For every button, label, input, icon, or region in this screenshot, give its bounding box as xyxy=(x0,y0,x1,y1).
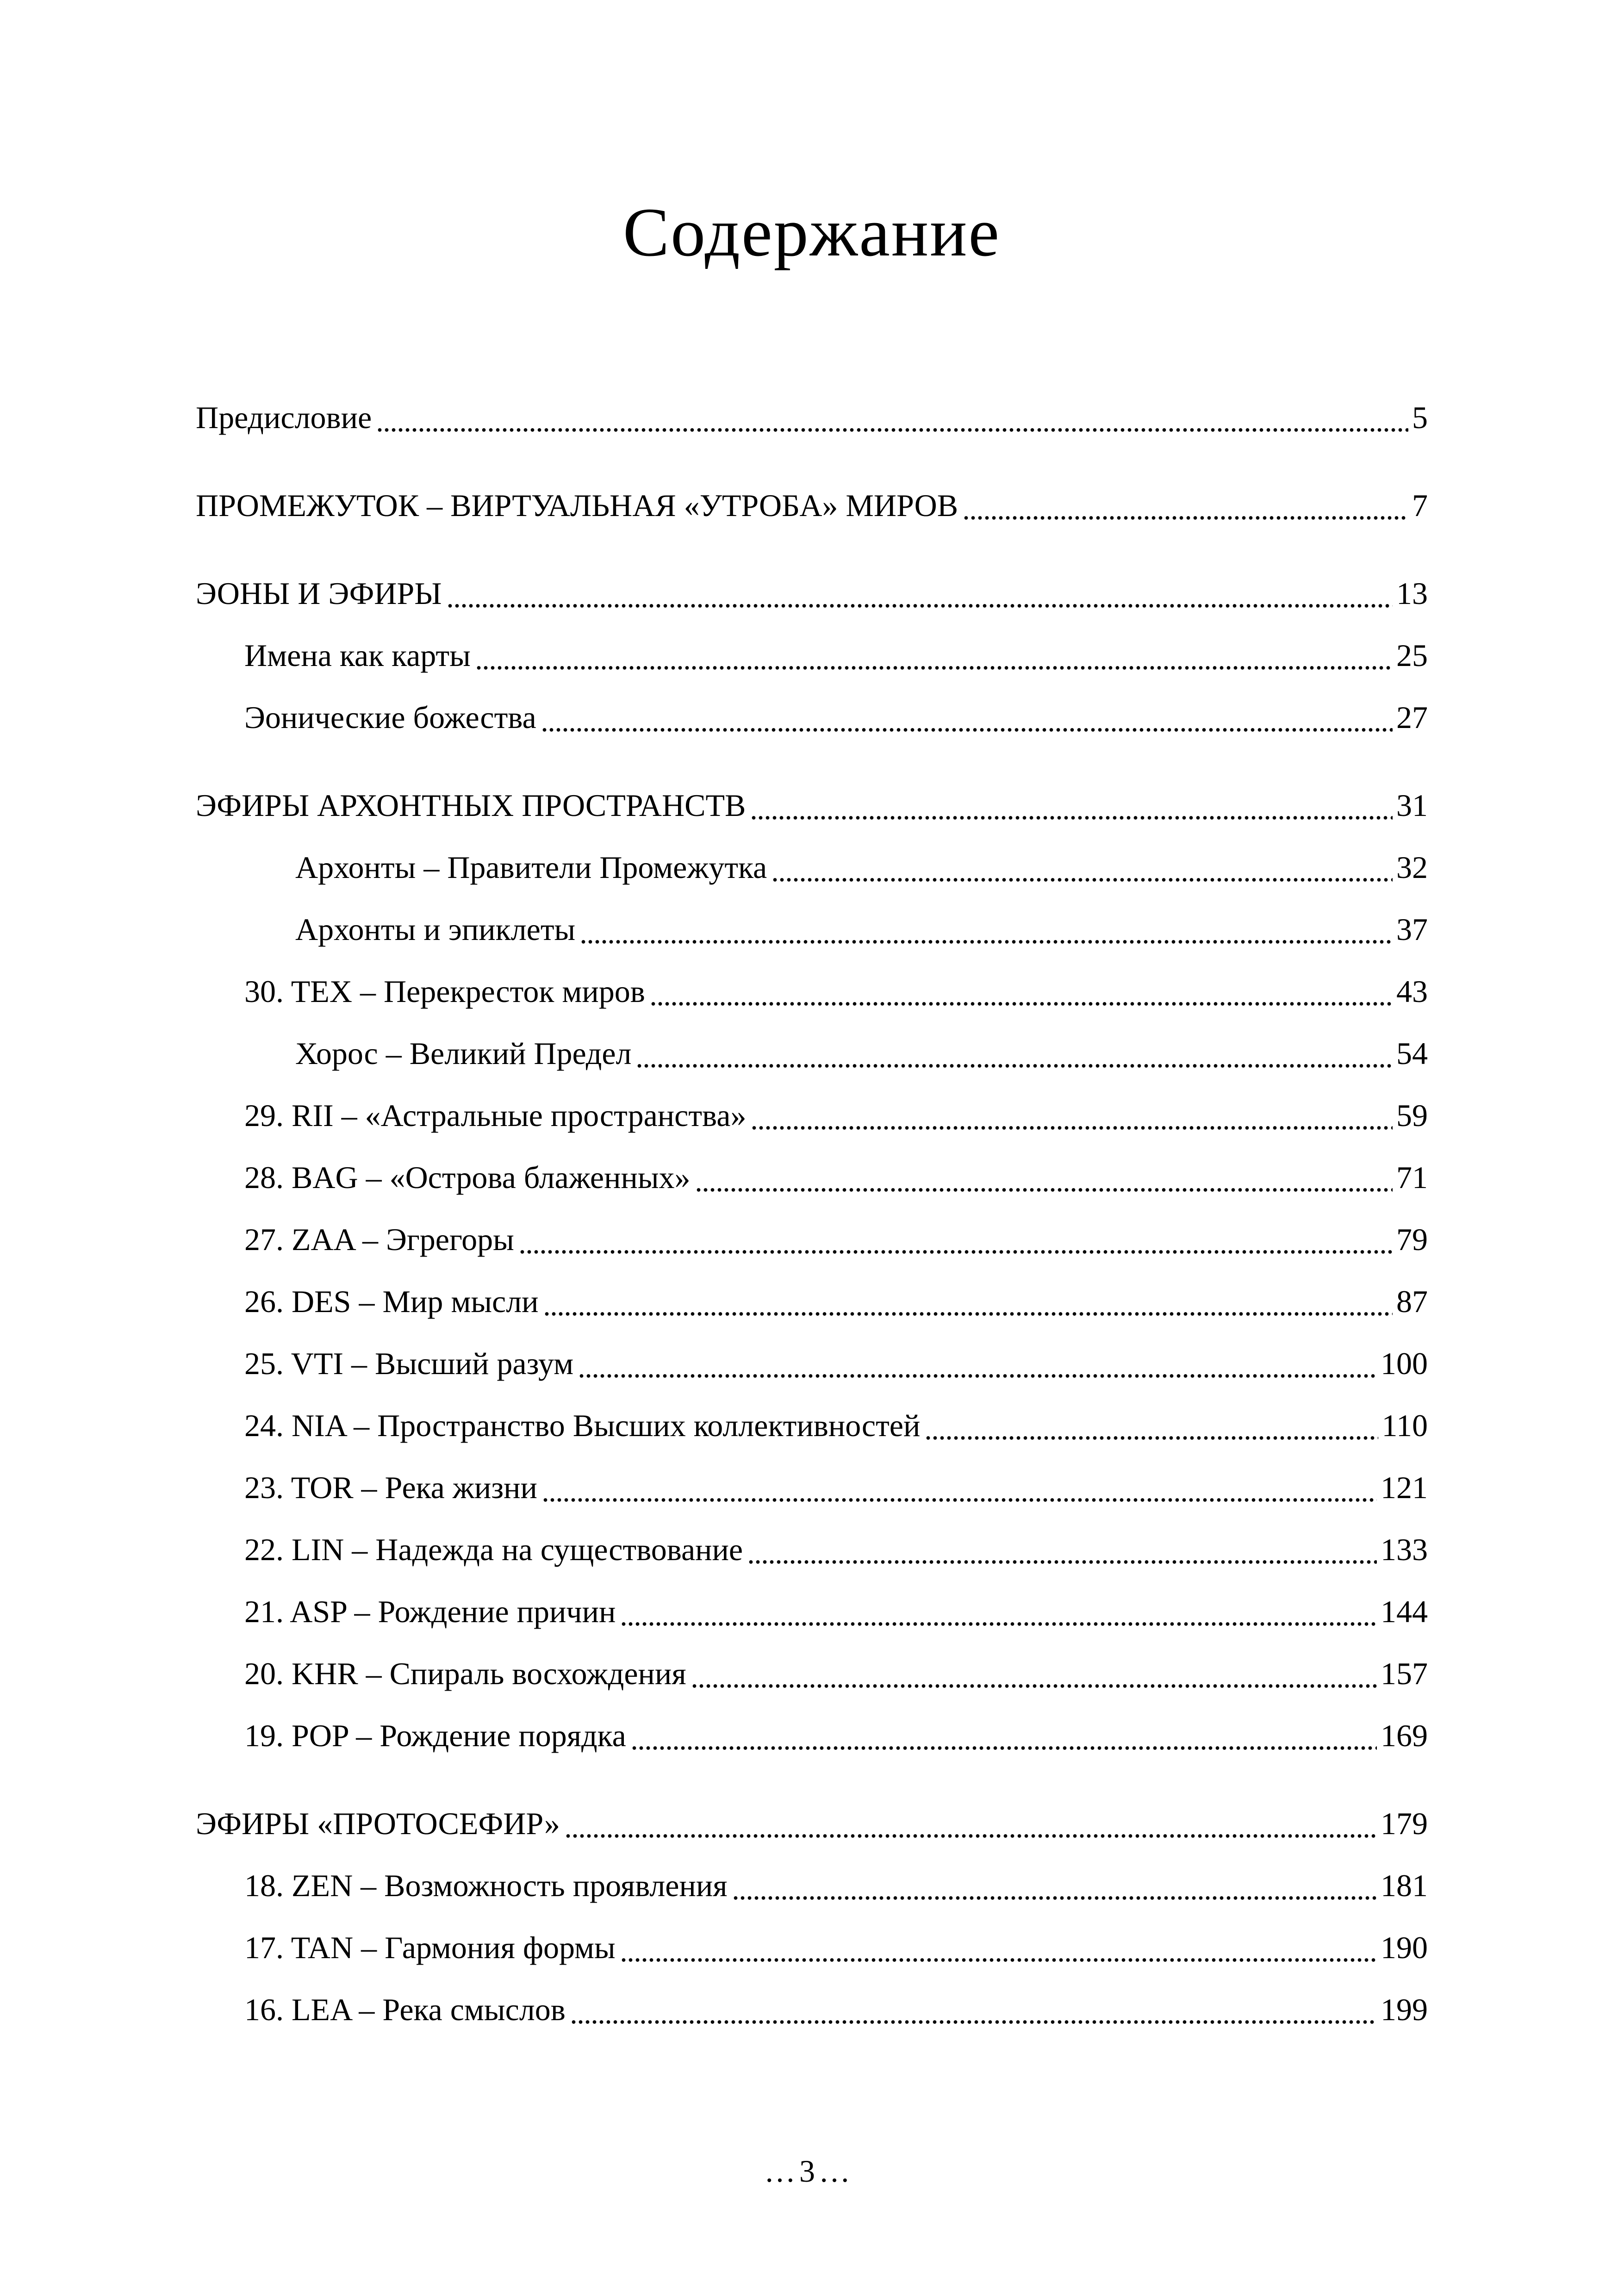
toc-entry-page: 100 xyxy=(1381,1346,1428,1381)
dot-leader xyxy=(925,1394,1378,1456)
toc-entry xyxy=(196,1208,1428,1270)
toc-entry-page: 27 xyxy=(1396,700,1428,735)
toc-entry-page: 71 xyxy=(1396,1160,1428,1195)
toc-entry xyxy=(196,1146,1428,1208)
dot-leader xyxy=(751,1084,1393,1146)
toc-entry-page: 133 xyxy=(1381,1532,1428,1567)
toc-entry-page: 121 xyxy=(1381,1470,1428,1505)
toc-entry-label: Эонические божества xyxy=(244,700,536,735)
toc-entry-label: ЭФИРЫ «ПРОТОСЕФИР» xyxy=(196,1806,560,1841)
toc-entry-label: 16. LEA – Река смыслов xyxy=(244,1992,566,2027)
dot-leader xyxy=(541,686,1393,748)
toc-entry xyxy=(196,1792,1428,1854)
dot-leader xyxy=(542,1456,1377,1518)
page-number-footer: …3… xyxy=(764,2153,854,2189)
toc-entry xyxy=(196,1705,1428,1767)
toc-entry-page: 181 xyxy=(1381,1868,1428,1903)
toc-entry-page: 7 xyxy=(1412,488,1428,523)
toc-entry-page: 25 xyxy=(1396,638,1428,673)
toc-entry xyxy=(196,1084,1428,1146)
toc-entry-label: Архонты и эпиклеты xyxy=(295,912,576,947)
toc-entry xyxy=(196,836,1428,898)
toc-entry-page: 43 xyxy=(1396,974,1428,1009)
toc-entry-label: 22. LIN – Надежда на существование xyxy=(244,1532,743,1567)
toc-entry-label: 18. ZEN – Возможность проявления xyxy=(244,1868,728,1903)
toc-entry-page: 79 xyxy=(1396,1222,1428,1257)
dot-leader xyxy=(543,1270,1393,1332)
toc-entry xyxy=(196,1270,1428,1332)
dot-leader xyxy=(631,1705,1377,1767)
dot-leader xyxy=(565,1792,1377,1854)
dot-leader xyxy=(772,836,1393,898)
page-title: Содержание xyxy=(623,194,1001,271)
dot-leader xyxy=(376,386,1408,448)
toc-entry xyxy=(196,1332,1428,1394)
toc-entry xyxy=(196,1456,1428,1518)
toc-entry-label: 25. VTI – Высший разум xyxy=(244,1346,574,1381)
toc-entry-page: 110 xyxy=(1382,1408,1428,1443)
toc-entry xyxy=(196,474,1428,536)
toc-entry-label: 20. KHR – Спираль восхождения xyxy=(244,1656,686,1691)
toc-entry-label: ПРОМЕЖУТОК – ВИРТУАЛЬНАЯ «УТРОБА» МИРОВ xyxy=(196,488,958,523)
toc-entry xyxy=(196,1916,1428,1979)
toc-entry-label: 29. RII – «Астральные пространства» xyxy=(244,1098,747,1133)
toc-entry-label: 21. ASP – Рождение причин xyxy=(244,1594,616,1629)
toc-entry-label: 30. TEX – Перекресток миров xyxy=(244,974,645,1009)
toc-entry xyxy=(196,562,1428,624)
dot-leader xyxy=(570,1979,1377,2041)
toc-entry-page: 144 xyxy=(1381,1594,1428,1629)
dot-leader xyxy=(578,1332,1377,1394)
dot-leader xyxy=(732,1854,1377,1916)
toc-entry-page: 59 xyxy=(1396,1098,1428,1133)
toc-entry-label: 27. ZAA – Эгрегоры xyxy=(244,1222,514,1257)
toc-entry-label: 26. DES – Мир мысли xyxy=(244,1284,539,1319)
toc-entry-page: 5 xyxy=(1412,400,1428,435)
dot-leader xyxy=(695,1146,1393,1208)
toc-entry-page: 169 xyxy=(1381,1718,1428,1753)
toc-entry xyxy=(196,898,1428,960)
dot-leader xyxy=(620,1580,1377,1643)
dot-leader xyxy=(636,1022,1393,1084)
dot-leader xyxy=(650,960,1393,1022)
toc-entry-label: Предисловие xyxy=(196,400,372,435)
toc-entry-page: 32 xyxy=(1396,850,1428,885)
toc-entry-label: Хорос – Великий Предел xyxy=(295,1036,632,1071)
toc-entry-label: 24. NIA – Пространство Высших коллективностей xyxy=(244,1408,921,1443)
toc-entry xyxy=(196,1394,1428,1456)
toc-entry xyxy=(196,774,1428,836)
toc-entry-label: 19. POP – Рождение порядка xyxy=(244,1718,626,1753)
dot-leader xyxy=(620,1916,1377,1979)
toc-entry-page: 190 xyxy=(1381,1930,1428,1965)
toc-entry-label: Архонты – Правители Промежутка xyxy=(295,850,767,885)
toc-entry xyxy=(196,1979,1428,2041)
toc-entry-page: 157 xyxy=(1381,1656,1428,1691)
dot-leader xyxy=(750,774,1393,836)
toc-entry xyxy=(196,1854,1428,1916)
toc-entry-page: 31 xyxy=(1396,788,1428,823)
toc-entry xyxy=(196,1022,1428,1084)
toc-entry xyxy=(196,624,1428,686)
toc-entry-page: 37 xyxy=(1396,912,1428,947)
toc-entry-label: ЭОНЫ И ЭФИРЫ xyxy=(196,576,442,611)
toc-entry xyxy=(196,1580,1428,1643)
dot-leader xyxy=(475,624,1393,686)
dot-leader xyxy=(580,898,1393,960)
toc-entry-page: 199 xyxy=(1381,1992,1428,2027)
dot-leader xyxy=(747,1518,1377,1580)
dot-leader xyxy=(519,1208,1393,1270)
toc-entry-page: 13 xyxy=(1396,576,1428,611)
toc-entry xyxy=(196,386,1428,448)
toc-entry-page: 179 xyxy=(1381,1806,1428,1841)
dot-leader xyxy=(963,474,1408,536)
toc-entry xyxy=(196,686,1428,748)
toc-entry-label: Имена как карты xyxy=(244,638,471,673)
toc-entry xyxy=(196,960,1428,1022)
toc-entry xyxy=(196,1643,1428,1705)
toc-entry-label: 28. BAG – «Острова блаженных» xyxy=(244,1160,691,1195)
dot-leader xyxy=(447,562,1393,624)
toc-entry-label: ЭФИРЫ АРХОНТНЫХ ПРОСТРАНСТВ xyxy=(196,788,746,823)
toc-entry-page: 87 xyxy=(1396,1284,1428,1319)
toc-entry-page: 54 xyxy=(1396,1036,1428,1071)
toc-entry-label: 23. TOR – Река жизни xyxy=(244,1470,537,1505)
toc-entry xyxy=(196,1518,1428,1580)
toc-entry-label: 17. TAN – Гармония формы xyxy=(244,1930,616,1965)
table-of-contents xyxy=(196,386,1428,2041)
dot-leader xyxy=(691,1643,1377,1705)
